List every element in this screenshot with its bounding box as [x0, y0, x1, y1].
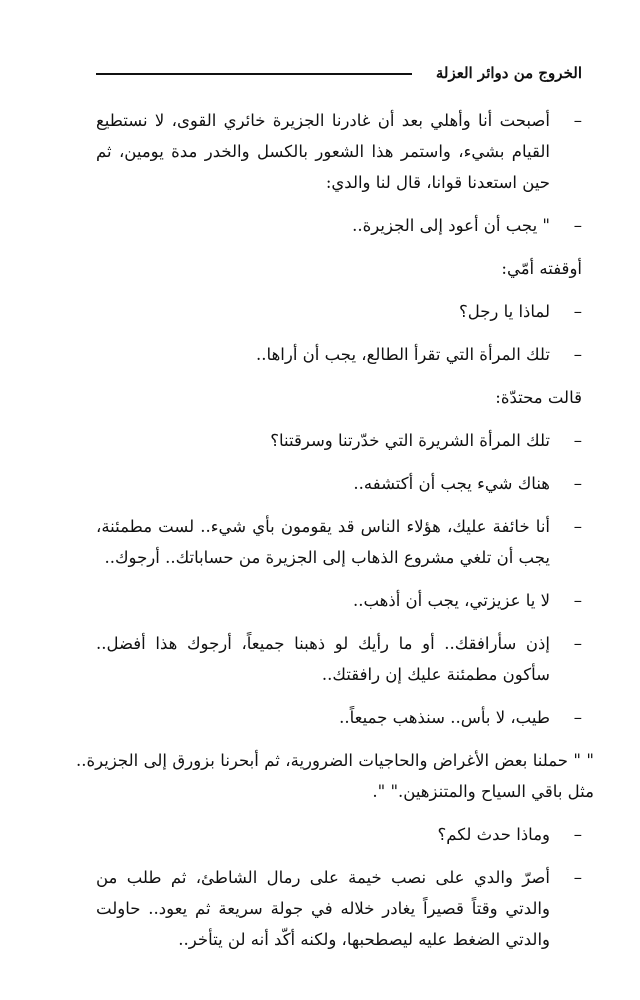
- dialogue-dash: –: [573, 111, 582, 130]
- dialogue-text: هناك شيء يجب أن أكتشفه..: [353, 474, 550, 493]
- dialogue-line: [96, 468, 582, 499]
- dialogue-line: [96, 585, 582, 616]
- dialogue-dash: –: [573, 431, 582, 450]
- dialogue-line: [96, 105, 582, 198]
- dialogue-dash: –: [573, 345, 582, 364]
- dialogue-line: [96, 296, 582, 327]
- dialogue-text: وماذا حدث لكم؟: [437, 825, 550, 844]
- dialogue-line: [96, 628, 582, 690]
- dialogue-text: تلك المرأة التي تقرأ الطالع، يجب أن أراها..: [256, 345, 550, 364]
- dialogue-text: تلك المرأة الشريرة التي خدّرتنا وسرقتنا؟: [270, 431, 550, 450]
- dialogue-dash: –: [573, 216, 582, 235]
- dialogue-text: طيب، لا بأس.. سنذهب جميعاً..: [339, 708, 550, 727]
- chapter-title: الخروج من دوائر العزلة: [435, 64, 582, 82]
- dialogue-line: [96, 862, 582, 955]
- narration-line: قالت محتدّة:: [495, 388, 582, 407]
- dialogue-dash: –: [573, 302, 582, 321]
- dialogue-text: أصبحت أنا وأهلي بعد أن غادرنا الجزيرة خائري القوى، لا نستطيع القيام بشيء، واستمر هذا الشعور بالكسل والخدر مدة يومين، ثم حين استعدنا قوانا، قال لنا والدي:: [96, 111, 550, 192]
- dialogue-text: " يجب أن أعود إلى الجزيرة..: [352, 216, 550, 235]
- dialogue-line: [96, 210, 582, 241]
- dialogue-dash: –: [573, 517, 582, 536]
- narration-line: أوقفته أمّي:: [501, 259, 582, 278]
- dialogue-line: [96, 819, 582, 850]
- dialogue-dash: –: [573, 708, 582, 727]
- header-rule: [96, 73, 412, 75]
- dialogue-line: [96, 339, 582, 370]
- dialogue-dash: –: [573, 868, 582, 887]
- dialogue-text: أنا خائفة عليك، هؤلاء الناس قد يقومون بأي شيء.. لست مطمئنة، يجب أن تلغي مشروع الذهاب إلى الجزيرة من حساباتك.. أرجوك..: [96, 517, 550, 567]
- running-header: [96, 62, 582, 92]
- dialogue-dash: –: [573, 591, 582, 610]
- dialogue-dash: –: [573, 474, 582, 493]
- quoted-narration: " " حملنا بعض الأغراض والحاجيات الضرورية، ثم أبحرنا بزورق إلى الجزيرة.. مثل باقي السياح والمتنزهين." ".: [76, 751, 594, 801]
- dialogue-line: [96, 702, 582, 733]
- dialogue-dash: –: [573, 634, 582, 653]
- dialogue-text: أصرّ والدي على نصب خيمة على رمال الشاطئ، ثم طلب من والدتي وقتاً قصيراً يغادر خلاله في جولة سريعة ثم يعود.. حاولت والدتي الضغط عليه ليصطحبها، ولكنه أكّد أنه لن يتأخر..: [96, 868, 550, 949]
- dialogue-text: إذن سأرافقك.. أو ما رأيك لو ذهبنا جميعاً، أرجوك هذا أفضل.. سأكون مطمئنة عليك إن رافقتك..: [96, 634, 550, 684]
- dialogue-line: [96, 511, 582, 573]
- dialogue-dash: –: [573, 825, 582, 844]
- dialogue-line: [96, 425, 582, 456]
- dialogue-text: لا يا عزيزتي، يجب أن أذهب..: [352, 591, 550, 610]
- page-body: [76, 105, 594, 967]
- dialogue-text: لماذا يا رجل؟: [458, 302, 550, 321]
